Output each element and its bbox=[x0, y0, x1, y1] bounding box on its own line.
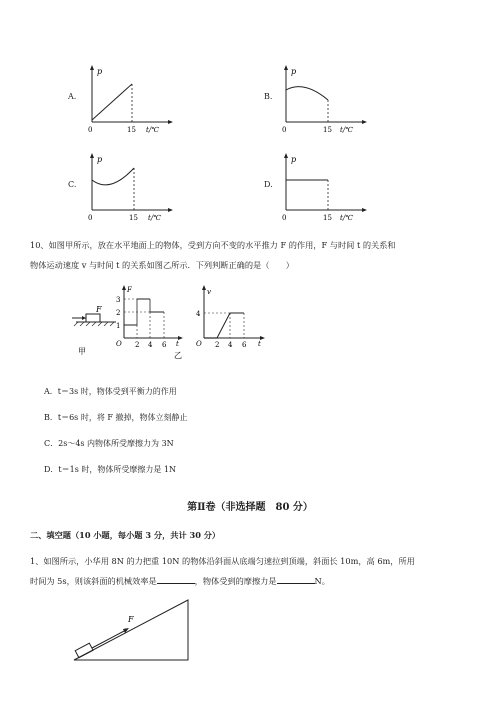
x-axis-label: t/℃ bbox=[148, 214, 162, 222]
option-letter: B. bbox=[264, 92, 273, 101]
tick-label: 15 bbox=[323, 214, 332, 222]
question-1-text bbox=[30, 554, 470, 588]
y-axis-label: p bbox=[97, 155, 103, 164]
q10-figure bbox=[68, 282, 278, 362]
q10-line1: 10、如图甲所示，放在水平地面上的物体，受到方向不变的水平推力 F 的作用，F 与时间 t 的关系和 bbox=[30, 240, 396, 250]
q1-line2-part-a: 时间为 5s，则该斜面的机械效率是 bbox=[30, 576, 157, 586]
tick-label: 15 bbox=[129, 214, 138, 222]
figure-jia-label: 甲 bbox=[78, 347, 86, 356]
y-axis-label: p bbox=[97, 67, 103, 76]
question-10-text bbox=[30, 238, 470, 272]
x-axis-label: t bbox=[258, 340, 261, 348]
q10-line2: 物体运动速度 v 与时间 t 的关系如图乙所示．下列判断正确的是（ ） bbox=[30, 260, 294, 270]
graph-B bbox=[256, 62, 376, 134]
y-tick: 3 bbox=[116, 296, 121, 304]
x-axis-label: t/℃ bbox=[340, 214, 354, 222]
x-tick: 4 bbox=[148, 341, 153, 349]
origin-label: O bbox=[116, 340, 122, 348]
F-t-graph bbox=[116, 285, 183, 349]
origin-label: 0 bbox=[88, 214, 93, 222]
force-label: F bbox=[96, 305, 102, 314]
v-t-graph bbox=[196, 285, 265, 349]
option-letter: D. bbox=[264, 180, 273, 189]
y-tick: 4 bbox=[196, 310, 201, 318]
origin-label: O bbox=[196, 340, 202, 348]
x-tick: 2 bbox=[215, 341, 220, 349]
q10-option-B: B．t＝6s 时，将 F 撤掉，物体立刻静止 bbox=[44, 413, 188, 422]
q1-line1: 1、如图所示，小华用 8N 的力把重 10N 的物体沿斜面从底端匀速拉到顶端，斜面长 10m，高 6m，所用 bbox=[30, 556, 415, 566]
incline-figure bbox=[68, 596, 208, 668]
tick-label: 15 bbox=[323, 126, 332, 134]
y-axis-label: p bbox=[291, 155, 297, 164]
x-tick: 6 bbox=[242, 341, 247, 349]
q10-option-D: D．t＝1s 时，物体所受摩擦力是 1N bbox=[44, 465, 176, 474]
graph-D bbox=[256, 150, 376, 222]
x-axis-label: t/℃ bbox=[146, 126, 160, 134]
origin-label: 0 bbox=[282, 214, 287, 222]
q1-line2-part-b: ，物体受到的摩擦力是 bbox=[194, 576, 277, 586]
force-label: F bbox=[128, 615, 134, 624]
graph-A bbox=[60, 62, 180, 134]
q1-line2-part-c: N。 bbox=[314, 576, 330, 586]
option-letter: A. bbox=[68, 92, 77, 101]
q10-option-C: C．2s～4s 内物体所受摩擦力为 3N bbox=[44, 439, 174, 448]
y-tick: 1 bbox=[116, 322, 121, 330]
x-tick: 2 bbox=[135, 341, 140, 349]
section-2-title: 第Ⅱ卷（非选择题 80 分） bbox=[187, 502, 313, 513]
x-tick: 4 bbox=[228, 341, 233, 349]
answer-blank-efficiency[interactable] bbox=[157, 575, 195, 584]
q10-option-A: A．t＝3s 时，物体受到平衡力的作用 bbox=[44, 387, 177, 396]
figure-yi-label: 乙 bbox=[174, 351, 182, 360]
x-axis-label: t bbox=[176, 340, 179, 348]
y-axis-label: p bbox=[291, 67, 297, 76]
answer-blank-friction[interactable] bbox=[277, 575, 315, 584]
y-tick: 2 bbox=[116, 309, 121, 317]
origin-label: 0 bbox=[88, 126, 93, 134]
option-letter: C. bbox=[68, 180, 77, 189]
x-tick: 6 bbox=[162, 341, 167, 349]
graph-C bbox=[60, 150, 180, 222]
x-axis-label: t/℃ bbox=[340, 126, 354, 134]
origin-label: 0 bbox=[282, 126, 287, 134]
y-axis-label: F bbox=[127, 286, 132, 294]
q1-line2 bbox=[30, 574, 470, 588]
tick-label: 15 bbox=[127, 126, 136, 134]
part-2-heading: 二、填空题（10 小题，每小题 3 分，共计 30 分） bbox=[30, 530, 221, 540]
block-with-force bbox=[72, 305, 116, 326]
y-axis-label: v bbox=[207, 288, 211, 296]
